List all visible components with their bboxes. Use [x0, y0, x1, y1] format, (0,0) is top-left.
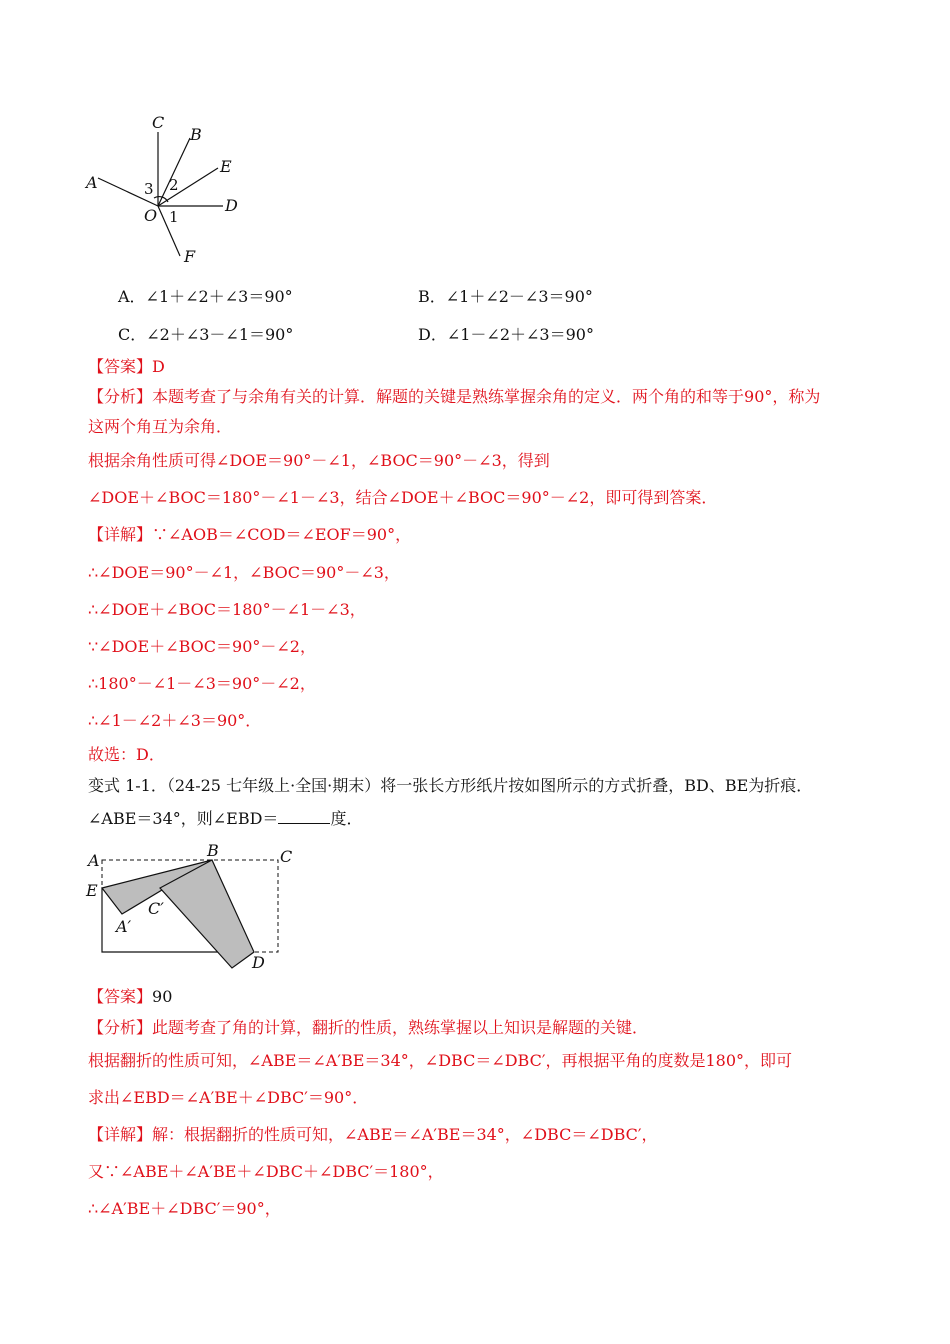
q2-stem-1: 变式 1-1．（24-25 七年级上·全国·期末）将一张长方形纸片按如图所示的方式折叠，BD、BE为折痕． [88, 776, 813, 795]
label-b: B [207, 842, 219, 860]
option-d: D．∠1－∠2＋∠3＝90° [418, 325, 594, 344]
analysis-text-1: 本题考查了与余角有关的计算．解题的关键是熟练掌握余角的定义．两个角的和等于90°，称为 [152, 387, 821, 406]
answer-line-1 [88, 356, 165, 378]
label-a-prime: A′ [116, 917, 132, 936]
label-1: 1 [169, 208, 179, 226]
q2-detail-text-3: ∴∠A′BE＋∠DBC′＝90°， [88, 1199, 281, 1218]
detail-text-3: ∴∠DOE＋∠BOC＝180°－∠1－∠3， [88, 600, 366, 619]
folded-paper-figure [82, 842, 307, 972]
analysis-text-2: 这两个角互为余角． [88, 417, 233, 436]
label-f: F [184, 247, 196, 266]
label-e: E [86, 881, 98, 900]
answer-tag: 【答案】 [88, 357, 153, 376]
q2-detail-text-2: 又∵∠ABE＋∠A′BE＋∠DBC＋∠DBC′＝180°， [88, 1162, 444, 1181]
label-c: C [280, 847, 293, 866]
label-2: 2 [169, 176, 179, 194]
detail-text-2: ∴∠DOE＝90°－∠1，∠BOC＝90°－∠3， [88, 563, 400, 582]
option-b: B．∠1＋∠2－∠3＝90° [418, 287, 593, 306]
q2-answer-tag: 【答案】 [88, 987, 153, 1006]
label-3: 3 [144, 180, 154, 198]
q2-analysis-line-1 [88, 1017, 648, 1039]
detail-text-1: ∵∠AOB＝∠COD＝∠EOF＝90°， [152, 525, 412, 544]
label-c: C [152, 113, 165, 132]
detail-text-6: ∴∠1－∠2＋∠3＝90°． [88, 711, 262, 730]
option-a: A．∠1＋∠2＋∠3＝90° [118, 287, 293, 306]
analysis-text-4: ∠DOE＋∠BOC＝180°－∠1－∠3，结合∠DOE＋∠BOC＝90°－∠2，即可得到答案． [88, 488, 718, 507]
detail-text-4: ∵∠DOE＋∠BOC＝90°－∠2， [88, 637, 316, 656]
choice-text: 故选：D． [88, 745, 165, 764]
analysis-tag: 【分析】 [88, 387, 153, 406]
label-a: A [88, 851, 100, 870]
q2-detail-tag: 【详解】 [88, 1125, 153, 1144]
q2-detail-text-1: 解：根据翻折的性质可知，∠ABE＝∠A′BE＝34°，∠DBC＝∠DBC′， [152, 1125, 658, 1144]
label-c-prime: C′ [148, 899, 164, 918]
option-c: C．∠2＋∠3－∠1＝90° [118, 325, 294, 344]
analysis-line-1 [88, 386, 820, 408]
label-d: D [225, 196, 238, 215]
label-d: D [252, 953, 265, 972]
q2-answer-value: 90 [152, 987, 173, 1006]
q2-analysis-text-1: 此题考查了角的计算，翻折的性质，熟练掌握以上知识是解题的关键． [152, 1018, 649, 1037]
angle-rays-figure [80, 110, 260, 275]
q2-analysis-text-2: 根据翻折的性质可知，∠ABE＝∠A′BE＝34°，∠DBC＝∠DBC′，再根据平角的度数是180°，即可 [88, 1051, 793, 1070]
q2-analysis-text-3: 求出∠EBD＝∠A′BE＋∠DBC′＝90°． [88, 1088, 369, 1107]
q2-answer-line [88, 986, 172, 1008]
q2-stem-text: ∠ABE＝34°，则∠EBD＝ [88, 809, 279, 828]
label-a: A [86, 173, 98, 192]
q2-analysis-tag: 【分析】 [88, 1018, 153, 1037]
q2-stem-unit: 度． [330, 809, 363, 828]
label-b: B [190, 125, 202, 144]
answer-value: D [152, 357, 165, 376]
detail-text-5: ∴180°－∠1－∠3＝90°－∠2， [88, 674, 316, 693]
q2-detail-line-1 [88, 1124, 658, 1146]
analysis-text-3: 根据余角性质可得∠DOE＝90°－∠1，∠BOC＝90°－∠3，得到 [88, 451, 550, 470]
label-o: O [144, 206, 158, 225]
label-e: E [220, 157, 232, 176]
detail-tag: 【详解】 [88, 525, 153, 544]
detail-line-1 [88, 524, 411, 546]
answer-blank [278, 809, 330, 824]
q2-stem-2 [88, 808, 362, 830]
